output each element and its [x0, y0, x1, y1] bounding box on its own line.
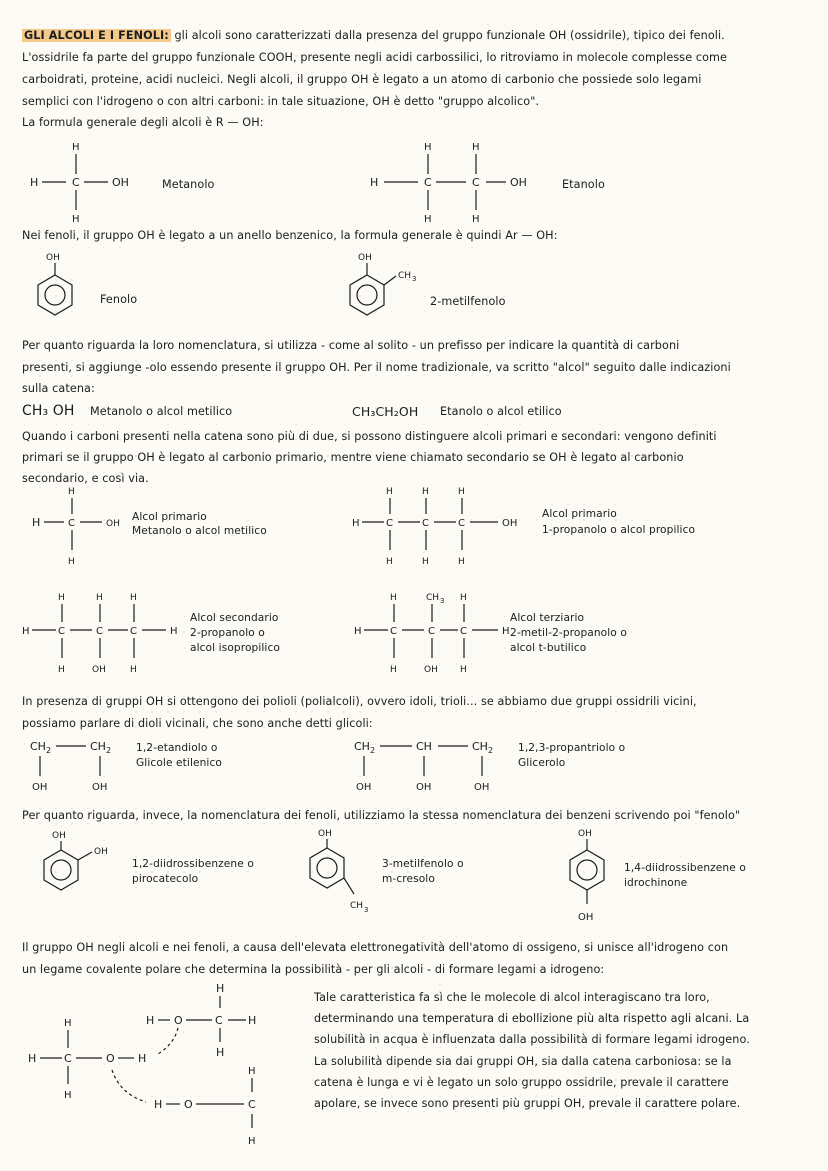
secondary-label-a: Alcol secondario [190, 612, 279, 624]
cresol-label-a: 3-metilfenolo o [382, 858, 464, 870]
cresol-label-b: m-cresolo [382, 873, 435, 885]
svg-text:3: 3 [440, 597, 445, 605]
hbond-paragraph-2: determinando una temperatura di ebollizione più alta rispetto agli alcani. La [314, 1012, 750, 1025]
ethanol-label: Etanolo [562, 178, 605, 191]
svg-text:H: H [32, 516, 41, 529]
tertiary-label-b: 2-metil-2-propanolo o [510, 627, 627, 639]
svg-text:H: H [170, 626, 178, 637]
intro-text: gli alcoli sono caratterizzati dalla presenza del gruppo funzionale OH (ossidrile), tipico dei fenoli. [174, 29, 725, 42]
tertiary-label-a: Alcol terziario [510, 612, 585, 624]
hbond-line-1: Il gruppo OH negli alcoli e nei fenoli, a causa dell'elevata elettronegatività dell'atomo di ossigeno, si unisce all'idrogeno con [22, 941, 729, 954]
primary-methanol-structure [30, 484, 130, 568]
catechol-structure [40, 830, 120, 892]
svg-text:H: H [130, 665, 137, 675]
svg-text:3: 3 [412, 275, 417, 283]
svg-text:H: H [68, 557, 75, 567]
svg-text:2: 2 [106, 746, 112, 755]
svg-text:CH: CH [90, 740, 106, 753]
svg-text:CH: CH [30, 740, 46, 753]
classes-line-3: secondario, e così via. [22, 472, 149, 485]
secondary-label-c: alcol isopropilico [190, 642, 280, 654]
svg-text:H: H [354, 626, 362, 637]
svg-text:H: H [472, 142, 480, 153]
classes-line-2: primari se il gruppo OH è legato al carbonio primario, mentre viene chiamato secondario se OH è legato al carbonio [22, 451, 684, 464]
svg-text:H: H [370, 176, 379, 189]
polyols-line-2: possiamo parlare di dioli vicinali, che sono anche detti glicoli: [22, 717, 373, 730]
primary-1-label-a: Alcol primario [132, 511, 207, 523]
svg-text:OH: OH [502, 518, 518, 529]
svg-text:CH: CH [398, 271, 412, 281]
intro-line-4: semplici con l'idrogeno o con altri carboni: in tale situazione, OH è detto "gruppo alcolico". [22, 95, 540, 108]
nomenclature-line-3: sulla catena: [22, 382, 95, 395]
svg-text:H: H [72, 214, 80, 225]
svg-text:H: H [248, 1066, 256, 1077]
hbond-paragraph-3: solubilità in acqua è influenzata dalla possibilità di formare legami idrogeno. [314, 1033, 750, 1046]
ethanol-name: Etanolo o alcol etilico [440, 405, 562, 418]
glycol-label-b: Glicole etilenico [136, 757, 222, 769]
secondary-label-b: 2-propanolo o [190, 627, 265, 639]
svg-text:H: H [248, 1136, 256, 1147]
svg-text:H: H [64, 1018, 72, 1029]
svg-text:C: C [422, 518, 429, 529]
svg-text:2: 2 [46, 746, 52, 755]
svg-text:3: 3 [364, 906, 369, 914]
svg-text:O: O [106, 1052, 115, 1065]
svg-text:H: H [422, 557, 429, 567]
primary-2-label-a: Alcol primario [542, 508, 617, 520]
classes-line-1: Quando i carboni presenti nella catena sono più di due, si possono distinguere alcoli primari e secondari: vengono definiti [22, 430, 717, 443]
methanol-label: Metanolo [162, 178, 215, 191]
svg-text:H: H [502, 626, 510, 637]
primary-1-label-b: Metanolo o alcol metilico [132, 525, 267, 537]
svg-text:C: C [58, 626, 65, 637]
intro-line-1 [22, 28, 725, 43]
hydroquinone-structure [566, 828, 616, 928]
svg-text:H: H [460, 593, 467, 603]
phenol-label: Fenolo [100, 293, 138, 306]
svg-text:H: H [130, 593, 137, 603]
phenol-nomenclature-line: Per quanto riguarda, invece, la nomenclatura dei fenoli, utilizziamo la stessa nomenclatura dei benzeni scrivendo poi "fenolo" [22, 809, 741, 822]
isopropanol-structure [20, 590, 200, 676]
svg-text:CH: CH [354, 740, 370, 753]
svg-text:CH: CH [350, 901, 364, 911]
svg-text:H: H [424, 214, 432, 225]
hbond-paragraph-1: Tale caratteristica fa sì che le molecole di alcol interagiscano tra loro, [314, 991, 710, 1004]
svg-text:C: C [460, 626, 467, 637]
svg-text:C: C [458, 518, 465, 529]
svg-text:H: H [458, 557, 465, 567]
svg-text:OH: OH [92, 782, 108, 793]
svg-text:OH: OH [356, 782, 372, 793]
svg-text:H: H [424, 142, 432, 153]
svg-text:H: H [96, 593, 103, 603]
intro-line-3: carboidrati, proteine, acidi nucleici. Negli alcoli, il gruppo OH è legato a un atomo di carbonio che possiede solo legami [22, 73, 702, 86]
hbond-line-2: un legame covalente polare che determina la possibilità - per gli alcoli - di formare legami a idrogeno: [22, 963, 605, 976]
svg-text:H: H [472, 214, 480, 225]
svg-text:O: O [174, 1014, 183, 1027]
svg-text:C: C [64, 1052, 72, 1065]
hbond-paragraph-4: La solubilità dipende sia dai gruppi OH, sia dalla catena carboniosa: se la [314, 1055, 732, 1068]
glycerol-structure [352, 736, 512, 798]
methanol-formula: CH₃ OH [22, 403, 75, 419]
svg-text:H: H [146, 1014, 155, 1027]
svg-text:H: H [58, 593, 65, 603]
nomenclature-line-1: Per quanto riguarda la loro nomenclatura, si utilizza - come al solito - un prefisso per indicare la quantità di carboni [22, 339, 680, 352]
svg-text:H: H [460, 665, 467, 675]
svg-text:OH: OH [32, 782, 48, 793]
svg-text:H: H [64, 1090, 72, 1101]
svg-text:C: C [390, 626, 397, 637]
catechol-label-b: pirocatecolo [132, 873, 199, 885]
ethylene-glycol-structure [28, 736, 128, 798]
methanol-name: Metanolo o alcol metilico [90, 405, 233, 418]
phenols-intro: Nei fenoli, il gruppo OH è legato a un anello benzenico, la formula generale è quindi Ar — OH: [22, 229, 558, 242]
svg-text:H: H [390, 593, 397, 603]
methanol-structure [28, 138, 138, 224]
svg-text:OH: OH [318, 829, 332, 839]
glycerol-label-b: Glicerolo [518, 757, 566, 769]
svg-text:CH: CH [426, 593, 440, 603]
svg-text:H: H [22, 626, 30, 637]
svg-text:H: H [216, 982, 225, 995]
intro-line-5: La formula generale degli alcoli è R — OH: [22, 116, 264, 129]
svg-text:H: H [72, 142, 80, 153]
tbutanol-structure [352, 590, 532, 676]
primary-2-label-b: 1-propanolo o alcol propilico [542, 524, 696, 536]
svg-text:C: C [215, 1014, 223, 1027]
svg-text:C: C [472, 176, 480, 189]
svg-text:H: H [248, 1014, 257, 1027]
intro-line-2: L'ossidrile fa parte del gruppo funzionale COOH, presente negli acidi carbossilici, lo ritroviamo in molecole complesse come [22, 51, 728, 64]
svg-text:CH: CH [416, 740, 432, 753]
svg-text:C: C [68, 518, 75, 529]
svg-text:2: 2 [370, 746, 376, 755]
ethanol-formula: CH₃CH₂OH [352, 404, 419, 419]
svg-text:C: C [96, 626, 103, 637]
svg-text:H: H [154, 1098, 163, 1111]
nomenclature-line-2: presenti, si aggiunge -olo essendo presente il gruppo OH. Per il nome tradizionale, va scritto "alcol" seguito dalle indicazioni [22, 361, 731, 374]
polyols-line-1: In presenza di gruppi OH si ottengono dei polioli (polialcoli), ovvero idoli, trioli... se abbiamo due gruppi ossidrili vicini, [22, 695, 697, 708]
svg-text:OH: OH [416, 782, 432, 793]
ethanol-structure [368, 138, 558, 224]
svg-text:OH: OH [94, 847, 108, 857]
svg-text:OH: OH [106, 519, 120, 529]
svg-text:OH: OH [510, 176, 527, 189]
svg-text:H: H [422, 487, 429, 497]
svg-text:H: H [58, 665, 65, 675]
svg-text:H: H [216, 1046, 225, 1059]
svg-text:OH: OH [474, 782, 490, 793]
methylphenol-structure [346, 250, 426, 322]
svg-text:H: H [386, 557, 393, 567]
svg-text:OH: OH [358, 253, 372, 263]
svg-text:OH: OH [46, 253, 60, 263]
svg-text:H: H [30, 176, 39, 189]
svg-text:H: H [352, 518, 360, 529]
section-title: GLI ALCOLI E I FENOLI: [24, 29, 169, 42]
svg-text:H: H [28, 1052, 37, 1065]
svg-text:H: H [386, 487, 393, 497]
propanol-structure [350, 484, 530, 568]
phenol-structure [34, 250, 84, 322]
cresol-structure [306, 828, 376, 918]
svg-text:C: C [386, 518, 393, 529]
svg-text:C: C [130, 626, 137, 637]
svg-text:O: O [184, 1098, 193, 1111]
hbond-paragraph-6: apolare, se invece sono presenti più gruppi OH, prevale il carattere polare. [314, 1097, 741, 1110]
hbond-diagram [26, 978, 286, 1154]
svg-text:C: C [248, 1098, 256, 1111]
svg-text:OH: OH [424, 665, 438, 675]
svg-text:H: H [68, 487, 75, 497]
glycerol-label-a: 1,2,3-propantriolo o [518, 742, 626, 754]
catechol-label-a: 1,2-diidrossibenzene o [132, 858, 254, 870]
tertiary-label-c: alcol t-butilico [510, 642, 587, 654]
svg-text:2: 2 [488, 746, 494, 755]
svg-text:OH: OH [578, 829, 592, 839]
svg-text:H: H [458, 487, 465, 497]
svg-text:OH: OH [112, 176, 129, 189]
methylphenol-label: 2-metilfenolo [430, 295, 506, 308]
svg-text:OH: OH [578, 912, 594, 923]
svg-text:H: H [390, 665, 397, 675]
svg-text:CH: CH [472, 740, 488, 753]
svg-text:H: H [138, 1052, 147, 1065]
hydroquinone-label-a: 1,4-diidrossibenzene o [624, 862, 746, 874]
svg-text:OH: OH [92, 665, 106, 675]
svg-text:C: C [72, 176, 80, 189]
glycol-label-a: 1,2-etandiolo o [136, 742, 218, 754]
hbond-paragraph-5: catena è lunga e vi è legato un solo gruppo ossidrile, prevale il carattere [314, 1076, 729, 1089]
svg-text:C: C [428, 626, 435, 637]
svg-text:OH: OH [52, 831, 66, 841]
hydroquinone-label-b: idrochinone [624, 877, 688, 889]
svg-text:C: C [424, 176, 432, 189]
